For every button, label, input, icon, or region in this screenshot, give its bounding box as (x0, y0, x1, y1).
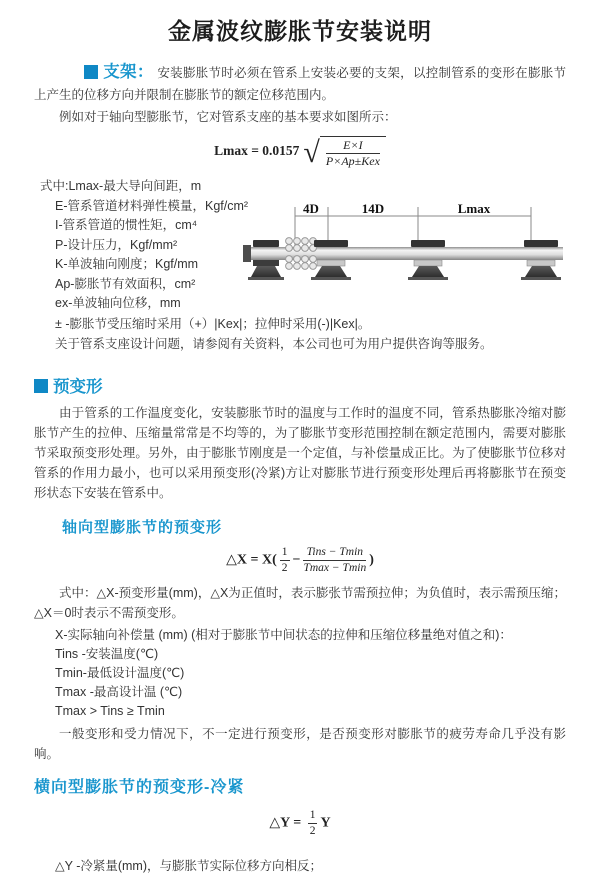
axial-subsection-heading: 轴向型膨胀节的预变形 (62, 518, 223, 536)
pipe-end-flange (243, 245, 251, 262)
x-compensation-line: X-实际轴向补偿量 (mm) (相对于膨胀节中间状态的拉伸和压缩位移量绝对值之和)： (55, 627, 512, 642)
axial-formula (0, 546, 600, 575)
guide-support (521, 240, 561, 280)
lmax-formula-lhs: Lmax = 0.0157 (214, 143, 300, 159)
temp-line-tmax: Tmax -最高设计温 (℃) (55, 684, 183, 699)
definition-line: K-单波轴向刚度；Kgf/mm (55, 257, 199, 272)
lateral-subsection-heading: 横向型膨胀节的预变形-冷紧 (34, 778, 245, 796)
plusminus-note: ± -膨胀节受压缩时采用（+）|Kex|；拉伸时采用(-)|Kex|。 (55, 316, 371, 331)
definition-line: 式中:Lmax-最大导向间距，m (40, 179, 202, 194)
definition-line: P-设计压力，Kgf/mm² (55, 237, 178, 252)
definition-line: I-管系管道的惯性矩，cm⁴ (55, 218, 198, 233)
definition-line: Ap-膨胀节有效面积，cm² (55, 276, 196, 291)
consult-note: 关于管系支座设计问题，请参阅有关资料，本公司也可为用户提供咨询等服务。 (55, 336, 493, 351)
lmax-formula-radicand (320, 136, 386, 168)
half-fraction: $\frac{1}{2}$ (281, 545, 288, 574)
temperature-fraction: $\frac{\text{Tins − Tmin}}{Tmax - Tmin}$ (303, 545, 367, 574)
axial-explain: 式中：△X-预变形量(mm)，△X为正值时，表示膨张节需预拉伸；为负值时，表示需预压缩；△X＝0时表示不需预变形。 (34, 585, 566, 620)
lateral-formula-rhs: Y (320, 815, 331, 831)
dimension-label-lmax: Lmax (457, 203, 491, 216)
definition-line: ex-单波轴向位移，mm (55, 296, 181, 311)
page-title: 金属波纹膨胀节安装说明 (168, 18, 432, 44)
pipe-support-diagram (243, 203, 598, 288)
dimension-label-14d: 14D (361, 203, 385, 216)
lateral-formula (0, 809, 600, 838)
guide-support (311, 240, 351, 280)
temp-line-tins: Tins -安装温度(℃) (55, 646, 159, 661)
axial-formula-rhs: ) (369, 552, 374, 568)
lmax-formula-denominator: P×Ap±Kex (325, 154, 380, 168)
minus-sign: − (292, 552, 301, 568)
anchor-support (248, 240, 284, 280)
predeform-heading-label: 预变形 (53, 377, 103, 396)
cold-tightening-note: △Y -冷紧量(mm)，与膨胀节实际位移方向相反； (55, 858, 323, 873)
temp-line-tmin: Tmin-最低设计温度(℃) (55, 665, 185, 680)
lmax-formula (0, 136, 600, 170)
predeform-body: 由于管系的工作温度变化，安装膨胀节时的温度与工作时的温度不同，管系热膨胀冷缩对膨胀节产生的拉伸、压缩量常常是不均等的，为了膨胀节变形范围控制在额定范围内，需要对膨胀节采取预变形处理。另外，由于膨胀节刚度是一个定值，与补偿量成正比。为了使膨胀节位移对管系的作用力最小，也可以采用预变形(冷紧)方让对膨胀节进行预变形处理后再将膨胀节在预变形状态下安装在管系中。 (34, 405, 566, 500)
half-fraction: $\frac{1}{2}$ (309, 808, 316, 837)
support-example-line: 例如对于轴向型膨胀节，它对管系支座的基本要求如图所示： (59, 110, 397, 124)
axial-formula-lhs: △X = X( (226, 552, 277, 568)
support-paragraph (34, 61, 566, 106)
general-note: 一般变形和受力情况下，不一定进行预变形，是否预变形对膨胀节的疲劳寿命几乎没有影响。 (34, 726, 566, 761)
definition-line: E-管系管道材料弹性模量，Kgf/cm² (55, 198, 249, 213)
predeform-section-heading (34, 373, 600, 397)
lateral-formula-lhs: △Y = (269, 815, 302, 831)
guide-support (408, 240, 448, 280)
section-square-icon (34, 379, 48, 393)
support-section-heading: 支架： (103, 63, 154, 81)
support-intro-text: 安装膨胀节时必须在管系上安装必要的支架，以控制管系的变形在膨胀节上产生的位移方向并限制在膨胀节的额定位移范围内。 (34, 66, 567, 102)
lmax-formula-numerator: E×I (326, 138, 380, 154)
dimension-label-4d: 4D (303, 203, 319, 216)
temp-inequality: Tmax > Tins ≥ Tmin (55, 703, 165, 718)
section-square-icon (84, 65, 98, 79)
sqrt-radical-icon: √ (303, 136, 320, 170)
